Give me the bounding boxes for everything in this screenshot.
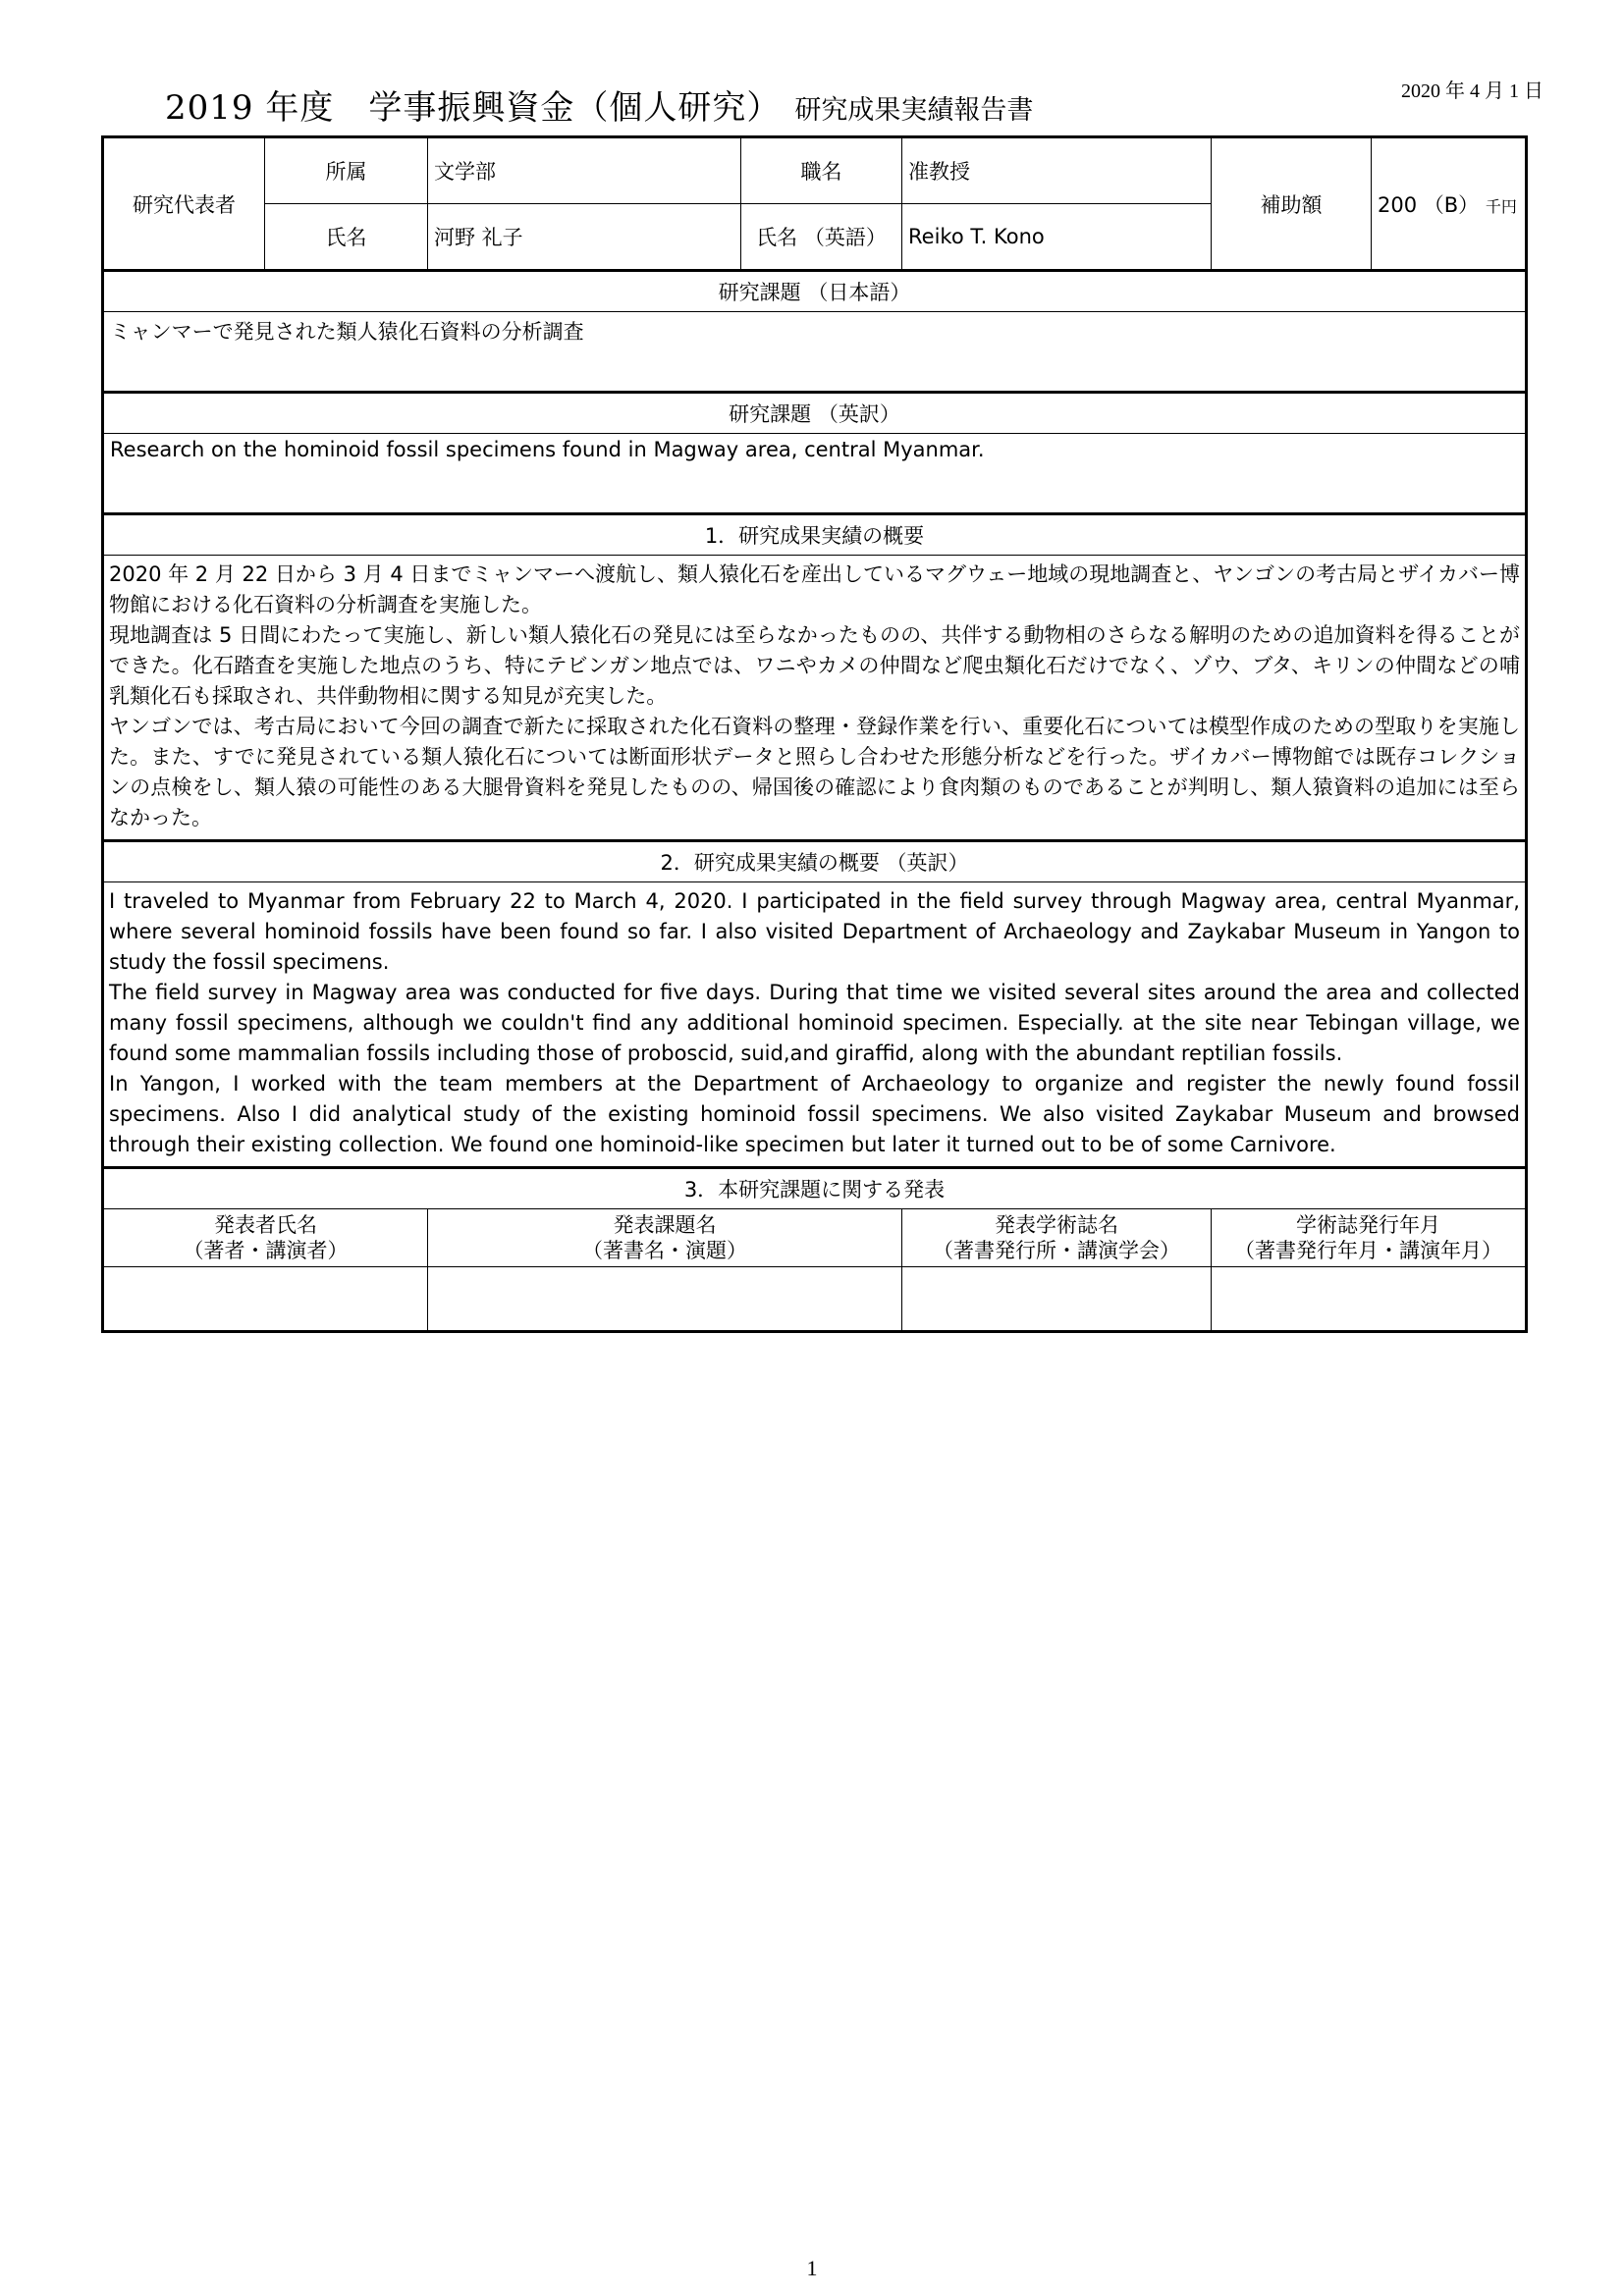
- topic-ja-heading-row: [103, 271, 1527, 312]
- column-header-date: 学術誌発行年月 （著書発行年月・講演年月）: [1212, 1209, 1527, 1267]
- affiliation-value: 文学部: [428, 137, 741, 204]
- topic-ja-heading: 研究課題 （日本語）: [103, 271, 1527, 312]
- publication-cell: [1212, 1267, 1527, 1332]
- title-main: 2019 年度 学事振興資金（個人研究）: [165, 88, 782, 128]
- summary-ja-paragraph: ヤンゴンでは、考古局において今回の調査で新たに採取された化石資料の整理・登録作業を行い、重要化石については模型作成のための型取りを実施した。また、すでに発見されている類人猿化石については断面形状データと照らし合わせた形態分析などを行った。ザイカバー博物館では既存コレクションの点検をし、類人猿の可能性のある大腿骨資料を発見したものの、帰国後の確認により食肉類のものであることが判明し、類人猿資料の追加には至らなかった。: [109, 715, 1520, 829]
- publications-column-headers: [103, 1209, 1527, 1267]
- summary-en-heading: 2．研究成果実績の概要 （英訳）: [103, 841, 1527, 882]
- affiliation-label: 所属: [265, 137, 428, 204]
- publication-cell: [902, 1267, 1212, 1332]
- topic-en-row: [103, 434, 1527, 514]
- topic-ja-row: [103, 312, 1527, 393]
- grant-value: 200 （B）: [1378, 192, 1480, 217]
- publication-cell: [428, 1267, 902, 1332]
- summary-ja-body: [103, 556, 1527, 841]
- publication-cell: [103, 1267, 428, 1332]
- grant-label: 補助額: [1212, 137, 1372, 271]
- position-value: 准教授: [902, 137, 1212, 204]
- title-sub: 研究成果実績報告書: [794, 95, 1034, 126]
- summary-ja-paragraph: 現地調査は 5 日間にわたって実施し、新しい類人猿化石の発見には至らなかったものの、共伴する動物相のさらなる解明のための追加資料を得ることができた。化石踏査を実施した地点のうち、特にテビンガン地点では、ワニやカメの仲間など爬虫類化石だけでなく、ゾウ、ブタ、キリンの仲間などの哺乳類化石も採取され、共伴動物相に関する知見が充実した。: [109, 623, 1520, 708]
- summary-en-paragraph: I traveled to Myanmar from February 22 to March 4, 2020. I participated in the field survey through Magway area, central Myanmar, where several hominoid fossils have been found so far. I also visited Department of Archaeology and Zaykabar Museum in Yangon to study the fossil specimens.: [109, 889, 1520, 974]
- name-en-label: 氏名 （英語）: [741, 204, 902, 271]
- summary-en-paragraph: The field survey in Magway area was conducted for five days. During that time we visited several sites around the area and collected many fossil specimens, although we couldn't find any additional hominoid specimen. Especially. at the site near Tebingan village, we found some mammalian fossils including those of proboscid, suid,and giraffid, along with the abundant reptilian fossils.: [109, 981, 1520, 1065]
- summary-ja-row: [103, 556, 1527, 841]
- topic-en-text: Research on the hominoid fossil specimens found in Magway area, central Myanmar.: [103, 434, 1527, 514]
- report-date: 2020 年 4 月 1 日: [1401, 80, 1543, 102]
- summary-ja-paragraph: 2020 年 2 月 22 日から 3 月 4 日までミャンマーへ渡航し、類人猿化石を産出しているマグウェー地域の現地調査と、ヤンゴンの考古局とザイカバー博物館における化石資料の分析調査を実施した。: [109, 562, 1520, 616]
- publications-heading: 3．本研究課題に関する発表: [103, 1168, 1527, 1209]
- column-header-presenter: 発表者氏名 （著者・講演者）: [103, 1209, 428, 1267]
- name-en-value: Reiko T. Kono: [902, 204, 1212, 271]
- grant-unit: 千円: [1485, 196, 1517, 216]
- summary-en-body: [103, 882, 1527, 1168]
- topic-en-heading: 研究課題 （英訳）: [103, 393, 1527, 434]
- summary-ja-heading: 1．研究成果実績の概要: [103, 514, 1527, 556]
- page-number: 1: [806, 2256, 818, 2280]
- report-form: [101, 135, 1528, 1333]
- publications-heading-row: [103, 1168, 1527, 1209]
- publications-row: [103, 1267, 1527, 1332]
- summary-ja-heading-row: [103, 514, 1527, 556]
- topic-en-heading-row: [103, 393, 1527, 434]
- grant-amount: [1372, 137, 1527, 271]
- name-value: 河野 礼子: [428, 204, 741, 271]
- representative-label: 研究代表者: [103, 137, 265, 271]
- page-title: [165, 80, 1033, 129]
- name-label: 氏名: [265, 204, 428, 271]
- column-header-journal: 発表学術誌名 （著書発行所・講演学会）: [902, 1209, 1212, 1267]
- position-label: 職名: [741, 137, 902, 204]
- summary-en-row: [103, 882, 1527, 1168]
- representative-row-1: [103, 137, 1527, 204]
- summary-en-heading-row: [103, 841, 1527, 882]
- column-header-title: 発表課題名 （著書名・演題）: [428, 1209, 902, 1267]
- summary-en-paragraph: In Yangon, I worked with the team members at the Department of Archaeology to organize and register the newly found fossil specimens. Also I did analytical study of the existing hominoid fossil specimens. We also visited Zaykabar Museum and browsed through their existing collection. We found one hominoid-like specimen but later it turned out to be of some Carnivore.: [109, 1072, 1520, 1156]
- topic-ja-text: ミャンマーで発見された類人猿化石資料の分析調査: [103, 312, 1527, 393]
